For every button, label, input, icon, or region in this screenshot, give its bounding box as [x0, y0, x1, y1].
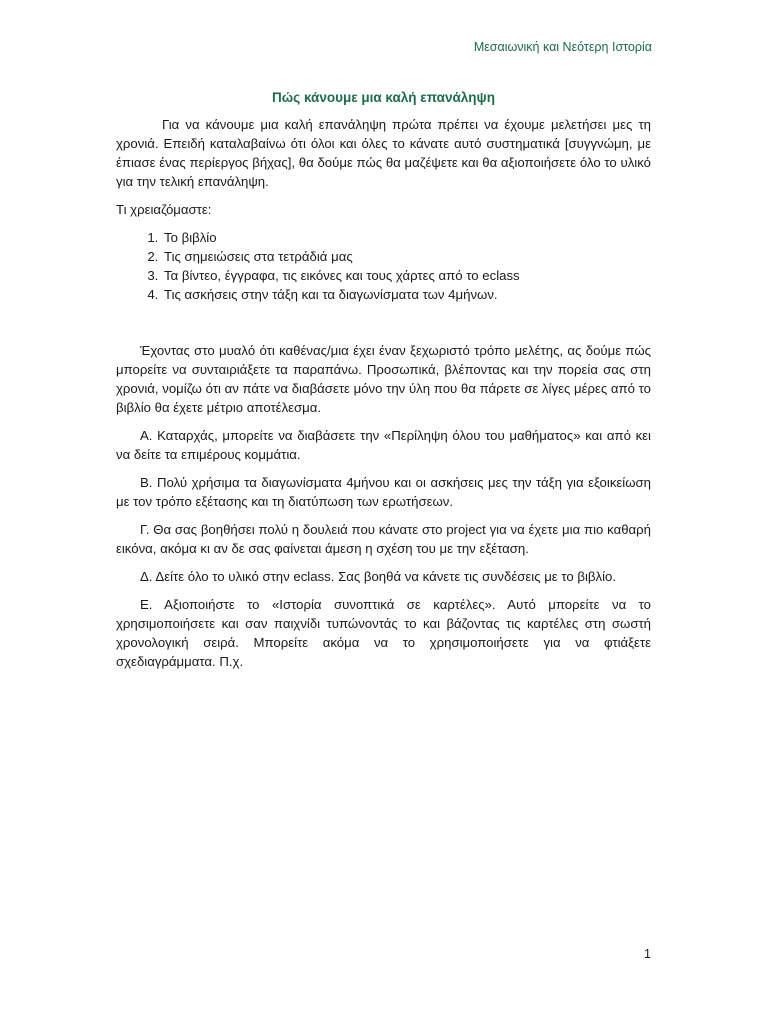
spacer	[116, 313, 651, 341]
step-paragraph: Δ. Δείτε όλο το υλικό στην eclass. Σας βοηθά να κάνετε τις συνδέσεις με το βιβλίο.	[140, 569, 616, 584]
step-paragraph: Ε. Αξιοποιήστε το «Ιστορία συνοπτικά σε καρτέλες». Αυτό μπορείτε να το χρησιμοποιήσετε και σαν παιχνίδι τυπώνοντάς το και βάζοντας τις καρτέλες στη σωστή χρονολογική σειρά. Μπορείτε ακόμα να το χρησιμοποιήσετε για να φτιάξετε σχεδιαγράμματα. Π.χ.	[116, 597, 651, 669]
running-header: Μεσαιωνική και Νεότερη Ιστορία	[473, 40, 652, 54]
list-item: 2. Τις σημειώσεις στα τετράδιά μας	[162, 247, 651, 266]
step-paragraph: Γ. Θα σας βοηθήσει πολύ η δουλειά που κάνατε στο project για να έχετε μια πιο καθαρή εικόνα, ακόμα κι αν δε σας φαίνεται άμεση η σχέση του με την εξέταση.	[116, 522, 651, 556]
needs-label: Τι χρειαζόμαστε:	[116, 202, 212, 217]
document-title: Πώς κάνουμε μια καλή επανάληψη	[272, 90, 495, 105]
intro-paragraph: Για να κάνουμε μια καλή επανάληψη πρώτα πρέπει να έχουμε μελετήσει μες τη χρονιά. Επειδή καταλαβαίνω ότι όλοι και όλες το κάνατε αυτό συστηματικά [συγγνώμη, με έπιασε ένας περίεργος βήχας], θα δούμε πώς θα μαζέψετε και θα αξιοποιήσετε όλο το υλικό για την τελική επανάληψη.	[116, 117, 651, 189]
approach-paragraph: Έχοντας στο μυαλό ότι καθένας/μια έχει έναν ξεχωριστό τρόπο μελέτης, ας δούμε πώς μπορείτε να συνταιριάξετε τα παραπάνω. Προσωπικά, βλέποντας και την πορεία σας στη χρονιά, νομίζω ότι αν πάτε να διαβάσετε μόνο την ύλη που θα πάρετε σε λίγες μέρες από το βιβλίο θα έχετε μέτριο αποτέλεσμα.	[116, 343, 651, 415]
page-number: 1	[644, 947, 651, 961]
document-body	[116, 88, 651, 680]
step-paragraph: Α. Καταρχάς, μπορείτε να διαβάσετε την «Περίληψη όλου του μαθήματος» και από κει να δείτε τα επιμέρους κομμάτια.	[116, 428, 651, 462]
list-item: 3. Τα βίντεο, έγγραφα, τις εικόνες και τους χάρτες από το eclass	[162, 266, 651, 285]
needs-list	[116, 228, 651, 304]
list-item: 1. Το βιβλίο	[162, 228, 651, 247]
list-item: 4. Τις ασκήσεις στην τάξη και τα διαγωνίσματα των 4μήνων.	[162, 285, 651, 304]
step-paragraph: Β. Πολύ χρήσιμα τα διαγωνίσματα 4μήνου και οι ασκήσεις μες την τάξη για εξοικείωση με τον τρόπο εξέτασης και τη διατύπωση των ερωτήσεων.	[116, 475, 651, 509]
